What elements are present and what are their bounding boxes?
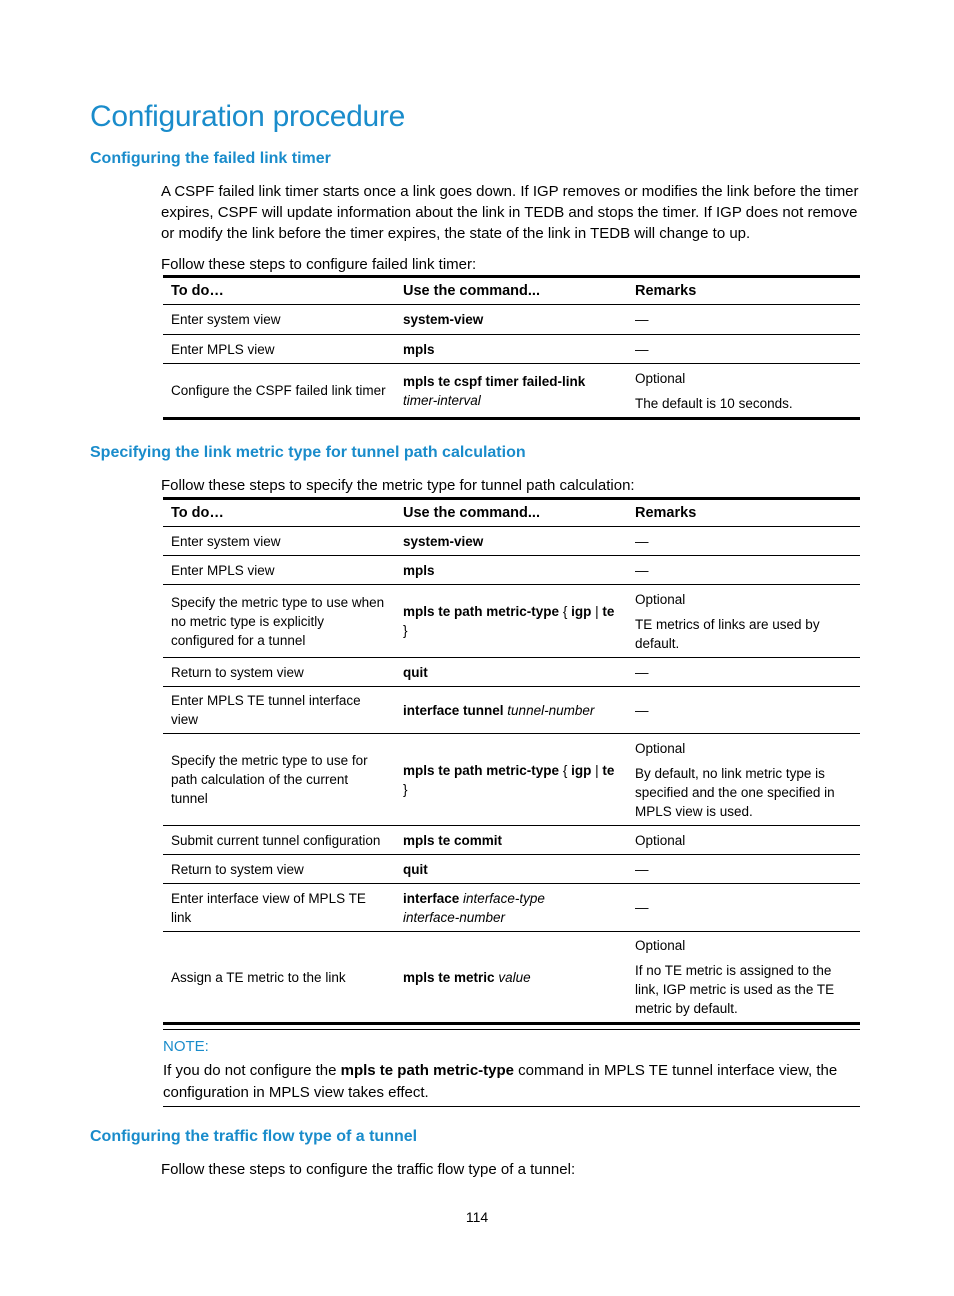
todo-cell: Enter MPLS TE tunnel interface view xyxy=(163,687,395,734)
command-cell xyxy=(395,556,627,585)
table-row xyxy=(163,527,860,556)
command-keyword: mpls te cspf timer failed-link xyxy=(403,373,586,389)
remarks-cell xyxy=(627,585,860,658)
failed-link-timer-table xyxy=(163,275,860,420)
table-row xyxy=(163,335,860,364)
command-keyword: mpls xyxy=(403,341,435,357)
command-cell xyxy=(395,855,627,884)
table-row xyxy=(163,855,860,884)
brace: } xyxy=(403,781,408,797)
todo-cell: Return to system view xyxy=(163,658,395,687)
column-header-todo: To do… xyxy=(163,499,395,527)
command-cell xyxy=(395,932,627,1024)
table-header-row xyxy=(163,499,860,527)
command-argument: tunnel-number xyxy=(507,702,595,718)
table-row xyxy=(163,687,860,734)
remarks-line: By default, no link metric type is specified and the one specified in MPLS view is used. xyxy=(635,765,835,819)
command-keyword: mpls xyxy=(403,562,435,578)
command-keyword: system-view xyxy=(403,312,484,327)
command-cell xyxy=(395,335,627,364)
remarks-cell xyxy=(627,932,860,1024)
remarks-cell: — xyxy=(627,855,860,884)
command-keyword: mpls te path metric-type xyxy=(403,762,560,778)
command-cell xyxy=(395,734,627,826)
command-keyword: quit xyxy=(403,664,428,680)
todo-cell: Enter system view xyxy=(163,305,395,335)
todo-cell: Assign a TE metric to the link xyxy=(163,932,395,1024)
command-option: igp xyxy=(571,762,592,778)
table-row xyxy=(163,364,860,419)
command-option: te xyxy=(602,604,615,619)
pipe: | xyxy=(595,604,599,619)
todo-cell: Enter interface view of MPLS TE link xyxy=(163,884,395,932)
command-keyword: mpls te commit xyxy=(403,832,503,848)
brace: { xyxy=(562,762,568,778)
command-cell xyxy=(395,884,627,932)
table-row xyxy=(163,305,860,335)
command-cell xyxy=(395,658,627,687)
brace: { xyxy=(562,604,568,619)
command-keyword: quit xyxy=(403,861,428,877)
todo-cell: Specify the metric type to use when no metric type is explicitly configured for a tunnel xyxy=(163,585,395,658)
command-keyword: mpls te metric xyxy=(403,969,495,985)
page-number: 114 xyxy=(465,1209,489,1225)
column-header-remarks: Remarks xyxy=(627,499,860,527)
command-cell xyxy=(395,585,627,658)
command-keyword: mpls te path metric-type xyxy=(403,604,560,619)
column-header-command: Use the command... xyxy=(395,277,627,305)
remarks-line: TE metrics of links are used by default. xyxy=(635,616,820,651)
page-title: Configuration procedure xyxy=(90,100,405,133)
remarks-cell: — xyxy=(627,658,860,687)
remarks-cell: Optional xyxy=(627,826,860,855)
todo-cell: Enter system view xyxy=(163,527,395,556)
command-cell xyxy=(395,527,627,556)
command-option: igp xyxy=(571,604,592,619)
command-cell xyxy=(395,364,627,419)
todo-cell: Enter MPLS view xyxy=(163,335,395,364)
section-heading-traffic-flow-type: Configuring the traffic flow type of a tunnel xyxy=(90,1128,418,1145)
note-box xyxy=(163,1029,860,1107)
section-heading-link-metric-type: Specifying the link metric type for tunnel path calculation xyxy=(90,444,526,461)
remarks-line: If no TE metric is assigned to the link, IGP metric is used as the TE metric by default. xyxy=(635,963,835,1016)
todo-cell: Submit current tunnel configuration xyxy=(163,826,395,855)
remarks-cell xyxy=(627,364,860,419)
command-option: te xyxy=(602,762,615,778)
table-row xyxy=(163,585,860,658)
todo-cell: Enter MPLS view xyxy=(163,556,395,585)
remarks-line: Optional xyxy=(635,740,686,756)
section1-paragraph: A CSPF failed link timer starts once a link goes down. If IGP removes or modifies the link before the timer expires, CSPF will update information about the link in TEDB and stops the timer. If IGP does not remove or modify the link before the timer expires, the state of the link in TEDB will change to up. xyxy=(161,183,859,242)
column-header-command: Use the command... xyxy=(395,499,627,527)
table-row xyxy=(163,734,860,826)
todo-cell: Return to system view xyxy=(163,855,395,884)
remarks-line: Optional xyxy=(635,370,686,386)
command-keyword: interface xyxy=(403,890,460,906)
remarks-cell: — xyxy=(627,335,860,364)
table-row xyxy=(163,884,860,932)
table-row xyxy=(163,658,860,687)
todo-cell: Specify the metric type to use for path calculation of the current tunnel xyxy=(163,734,395,826)
brace: } xyxy=(403,623,408,638)
remarks-cell: — xyxy=(627,556,860,585)
note-text-part: command in MPLS TE tunnel interface view, the configuration in MPLS view takes effect. xyxy=(163,1062,838,1101)
command-cell xyxy=(395,687,627,734)
remarks-cell: — xyxy=(627,687,860,734)
command-argument: interface-number xyxy=(403,909,506,925)
todo-cell: Configure the CSPF failed link timer xyxy=(163,364,395,419)
remarks-cell: — xyxy=(627,305,860,335)
remarks-cell xyxy=(627,734,860,826)
note-command: mpls te path metric-type xyxy=(340,1062,514,1079)
command-cell xyxy=(395,305,627,335)
note-label: NOTE: xyxy=(163,1038,209,1055)
section-heading-failed-link-timer: Configuring the failed link timer xyxy=(90,150,331,167)
section2-intro: Follow these steps to specify the metric type for tunnel path calculation: xyxy=(161,477,635,494)
remarks-cell: — xyxy=(627,884,860,932)
column-header-remarks: Remarks xyxy=(627,277,860,305)
table-row xyxy=(163,826,860,855)
table-row xyxy=(163,932,860,1024)
remarks-line: The default is 10 seconds. xyxy=(635,395,793,411)
column-header-todo: To do… xyxy=(163,277,395,305)
command-argument: interface-type xyxy=(463,890,545,906)
command-argument: value xyxy=(498,969,531,985)
link-metric-type-table xyxy=(163,497,860,1025)
note-text xyxy=(163,1060,860,1104)
pipe: | xyxy=(595,762,599,778)
command-keyword: system-view xyxy=(403,533,484,549)
section1-intro: Follow these steps to configure failed link timer: xyxy=(161,256,477,273)
table-row xyxy=(163,556,860,585)
command-keyword: interface tunnel xyxy=(403,702,504,718)
remarks-line: Optional xyxy=(635,938,686,953)
table-header-row xyxy=(163,277,860,305)
remarks-cell: — xyxy=(627,527,860,556)
note-text-part: If you do not configure the xyxy=(163,1062,341,1079)
section3-intro: Follow these steps to configure the traffic flow type of a tunnel: xyxy=(161,1161,576,1178)
command-cell xyxy=(395,826,627,855)
remarks-line: Optional xyxy=(635,591,686,607)
command-argument: timer-interval xyxy=(403,392,481,408)
